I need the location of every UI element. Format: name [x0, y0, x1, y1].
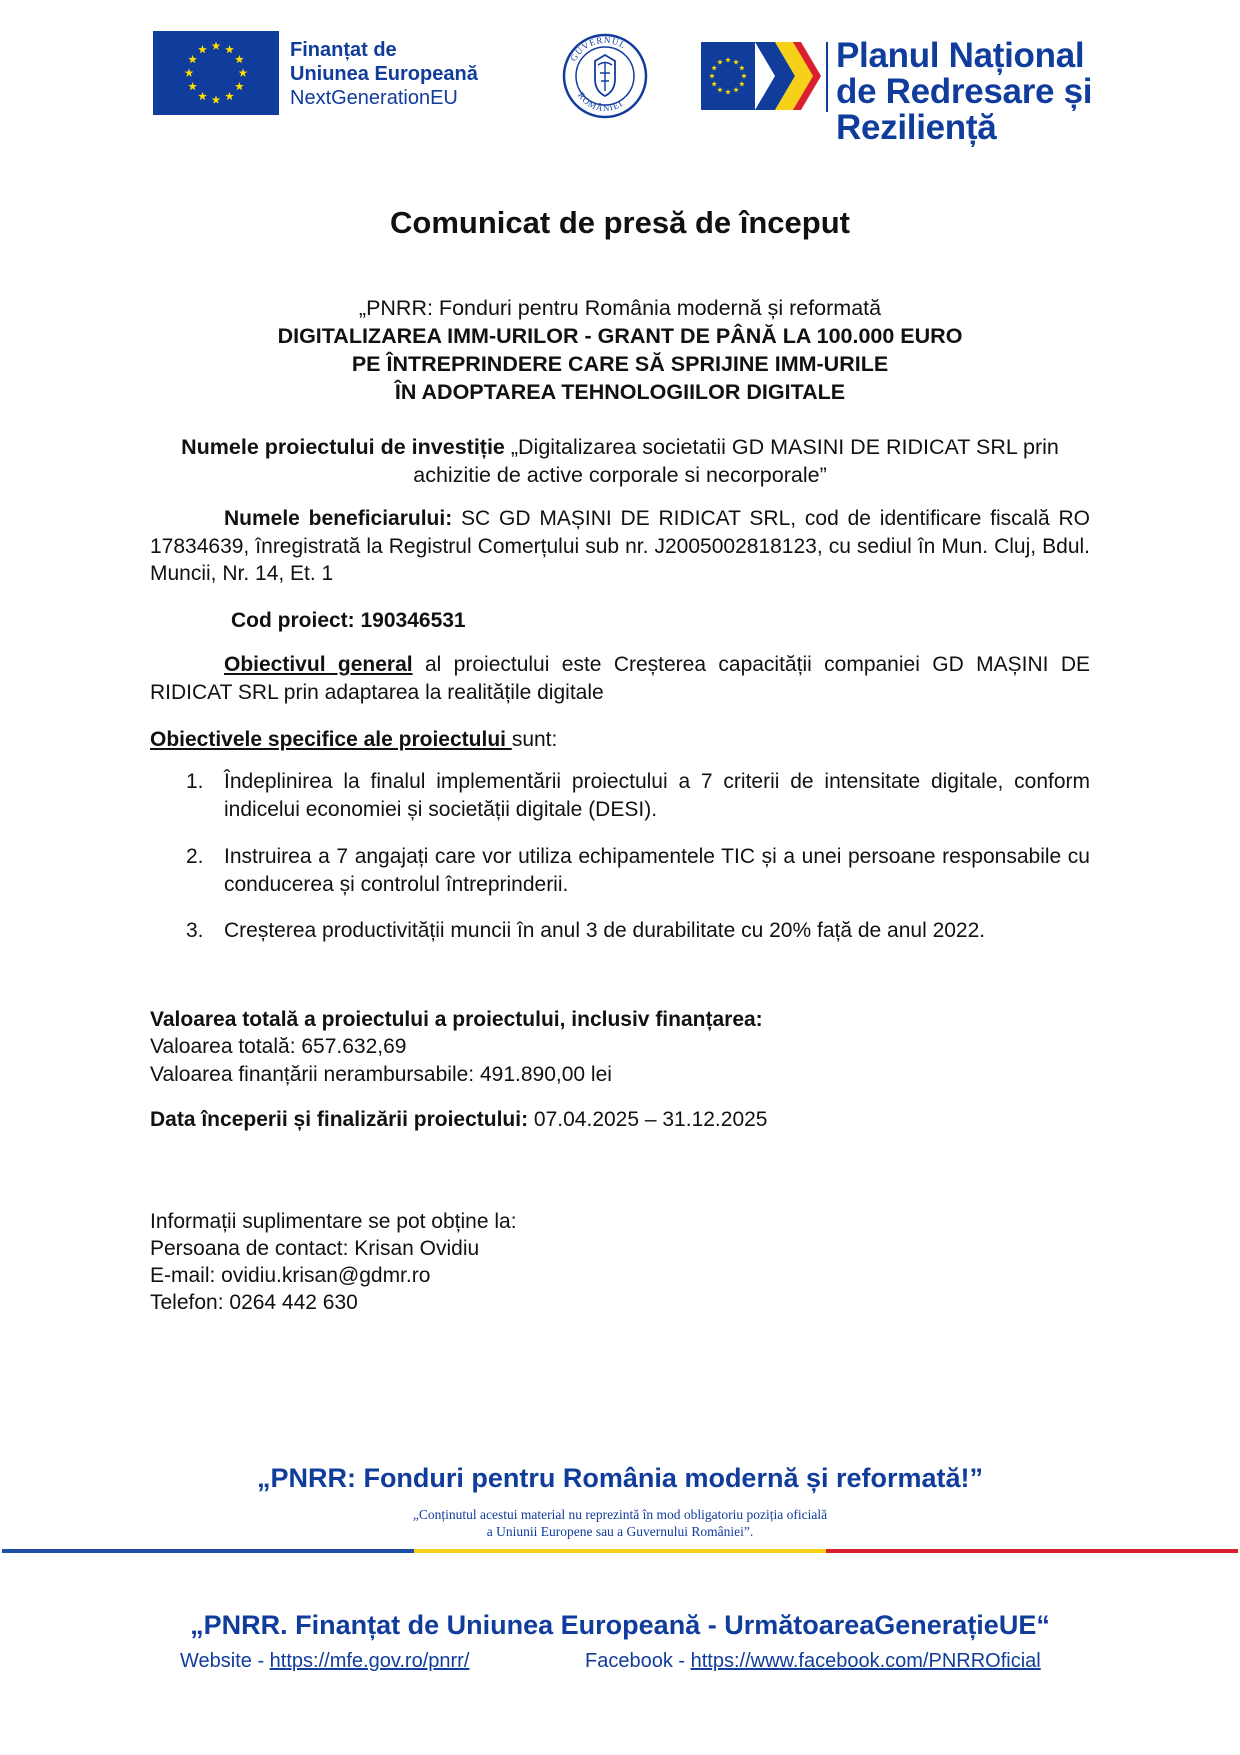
tricolor-blue [2, 1549, 414, 1553]
eu-star-icon [188, 55, 197, 63]
contact-person: Persoana de contact: Krisan Ovidiu [150, 1237, 480, 1260]
eu-logo-line-2: Uniunea Europeană [290, 63, 478, 85]
footer-disclaimer [0, 1506, 1240, 1540]
beneficiary-label: Numele beneficiarului: [224, 507, 453, 530]
pnrr-logo-text [836, 38, 1240, 146]
eu-flag-logo [153, 31, 279, 115]
eu-star-icon [212, 41, 221, 49]
project-name-label: Numele proiectului de investiție [181, 435, 505, 459]
project-dates-label: Data începerii și finalizării proiectului: [150, 1108, 529, 1131]
footer-facebook [585, 1650, 1041, 1673]
eu-logo-line-1: Finanțat de [290, 39, 397, 61]
footer-tagline: „PNRR. Finanțat de Uniunea Europeană - UrmătoareaGenerațieUE“ [190, 1610, 1050, 1640]
tricolor-yellow [414, 1549, 826, 1553]
eu-funding-logo-text [290, 38, 478, 110]
info-heading: Informații suplimentare se pot obține la: [150, 1210, 517, 1233]
eu-star-icon [198, 45, 207, 53]
website-label: Website - [180, 1650, 270, 1672]
project-dates-value: 07.04.2025 – 31.12.2025 [528, 1108, 768, 1131]
eu-stars-icon [153, 31, 279, 115]
disclaimer-line-1: „Conținutul acestui material nu reprezintă în mod obligatoriu poziția oficială [412, 1507, 828, 1522]
list-item-number: 2. [186, 845, 204, 868]
project-name-value: „Digitalizarea societatii GD MASINI DE RIDICAT SRL prin achizitie de active corporale si necorporale” [413, 435, 1059, 487]
project-dates [150, 1106, 1090, 1133]
contact-phone: Telefon: 0264 442 630 [150, 1291, 358, 1314]
project-value-heading: Valoarea totală a proiectului a proiectului, inclusiv finanțarea: [150, 1008, 763, 1031]
project-total-value: Valoarea totală: 657.632,69 [150, 1035, 407, 1058]
eu-star-icon [198, 92, 207, 100]
footer-website [180, 1650, 469, 1673]
subtitle-line-4: ÎN ADOPTAREA TEHNOLOGIILOR DIGITALE [394, 380, 846, 404]
website-link[interactable]: https://mfe.gov.ro/pnrr/ [269, 1650, 470, 1672]
specific-objectives-suffix: sunt: [511, 728, 558, 751]
list-item-text: Creșterea productivității muncii în anul 3 de durabilitate cu 20% față de anul 2022. [224, 919, 986, 942]
list-item-number: 3. [186, 919, 204, 942]
list-item-text: Instruirea a 7 angajați care vor utiliza echipamentele TIC și a unei persoane responsabile cu conducerea și controlul întreprinderii. [224, 845, 1090, 896]
specific-objectives-heading [150, 726, 1090, 754]
svg-text:ROMÂNIEI: ROMÂNIEI [576, 90, 625, 114]
specific-objectives-label: Obiectivele specifice ale proiectului [150, 728, 512, 751]
disclaimer-line-2: a Uniunii Europene sau a Guvernului României”. [486, 1524, 754, 1539]
eu-star-icon [188, 82, 197, 90]
eu-star-icon [225, 92, 234, 100]
general-objective-paragraph [150, 651, 1090, 706]
eu-star-icon [235, 55, 244, 63]
contact-email: E-mail: ovidiu.krisan@gdmr.ro [150, 1264, 431, 1287]
eu-logo-line-3: NextGenerationEU [290, 87, 458, 109]
beneficiary-value: SC GD MAȘINI DE RIDICAT SRL, cod de identificare fiscală RO 17834639, înregistrată la Registrul Comerțului sub nr. J2005002818123, cu sediul în Mun. Cluj, Bdul. Muncii, Nr. 14, Et. 1 [150, 507, 1090, 585]
facebook-link[interactable]: https://www.facebook.com/PNRROficial [690, 1650, 1041, 1672]
subtitle-line-2: DIGITALIZAREA IMM-URILOR - GRANT DE PÂNĂ LA 100.000 EURO [277, 324, 963, 348]
eu-star-icon [185, 68, 194, 76]
pnrr-logo-line-2: de Redresare și Reziliență [836, 72, 1093, 147]
project-code: Cod proiect: 190346531 [231, 609, 466, 632]
pnrr-arrow-logo-icon [701, 40, 821, 112]
general-objective-label: Obiectivul general [224, 653, 413, 676]
pnrr-logo-line-1: Planul Național [836, 36, 1085, 75]
project-name-paragraph [150, 433, 1090, 489]
pnrr-logo-separator [826, 42, 828, 112]
eu-star-icon [212, 95, 221, 103]
eu-star-icon [235, 82, 244, 90]
tricolor-red [826, 1549, 1238, 1553]
subtitle-line-3: PE ÎNTREPRINDERE CARE SĂ SPRIJINE IMM-URILE [351, 352, 889, 376]
beneficiary-paragraph [150, 505, 1090, 588]
romanian-tricolor-divider [2, 1549, 1238, 1553]
general-objective-value: al proiectului este Creșterea capacității companiei GD MAȘINI DE RIDICAT SRL prin adaptarea la realitățile digitale [150, 653, 1090, 704]
subtitle-program: „PNRR: Fonduri pentru România modernă și reformată [358, 296, 882, 320]
svg-text:GUVERNUL: GUVERNUL [568, 34, 629, 63]
document-title: Comunicat de presă de început [390, 205, 850, 240]
footer-slogan: „PNRR: Fonduri pentru România modernă și reformată!” [256, 1463, 984, 1493]
facebook-label: Facebook - [585, 1650, 691, 1672]
list-item-number: 1. [186, 770, 204, 793]
project-nonrefundable-value: Valoarea finanțării nerambursabile: 491.890,00 lei [150, 1063, 612, 1086]
romanian-government-seal-icon [562, 33, 648, 119]
list-item-text: Îndeplinirea la finalul implementării proiectului a 7 criterii de intensitate digitale, conform indicelui economiei și societății digitale (DESI). [224, 770, 1090, 821]
eu-star-icon [225, 45, 234, 53]
eu-star-icon [239, 68, 248, 76]
